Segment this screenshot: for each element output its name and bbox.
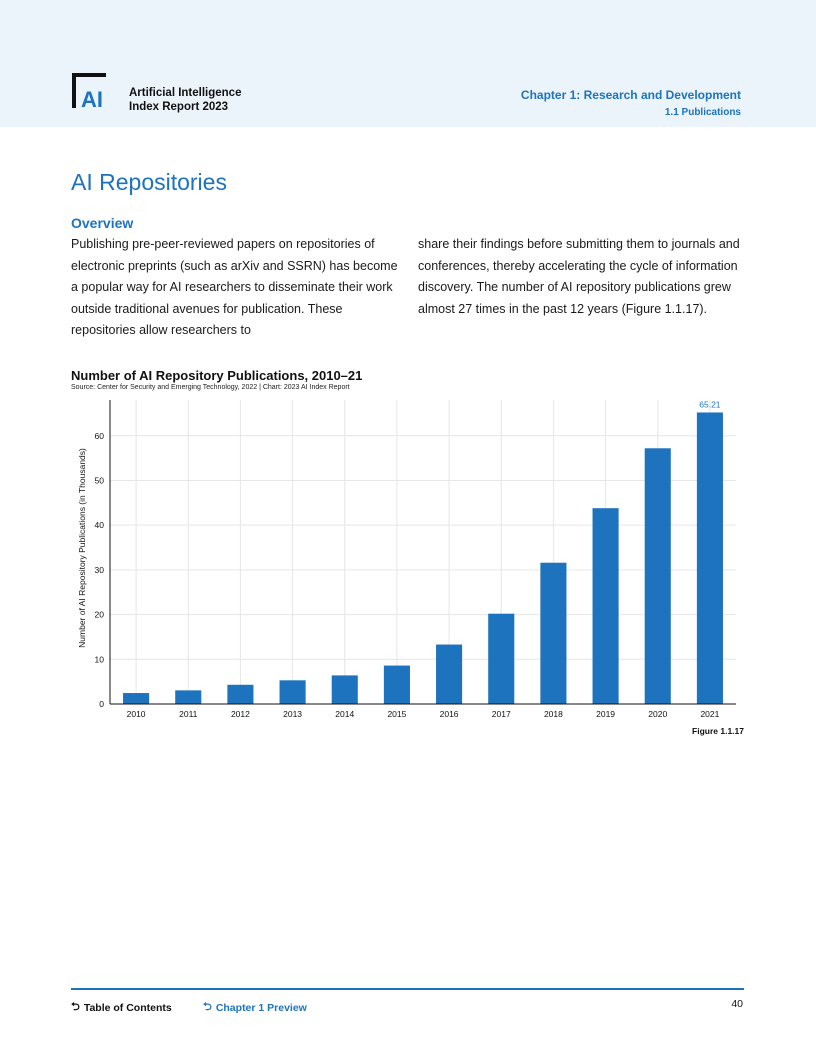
bar-2010 <box>123 693 149 704</box>
bar-2018 <box>540 563 566 704</box>
chart-bars <box>123 399 723 704</box>
y-axis-label: Number of AI Repository Publications (in Thousands) <box>77 448 87 648</box>
chapter-preview-label: Chapter 1 Preview <box>215 1001 307 1014</box>
table-of-contents-link[interactable] <box>71 998 172 1017</box>
y-tick-label: 30 <box>94 564 104 575</box>
x-tick-label: 2016 <box>439 709 459 719</box>
y-tick-label: 60 <box>94 430 104 441</box>
y-tick-label: 40 <box>94 520 104 531</box>
section-title[interactable]: 1.1 Publications <box>664 107 741 118</box>
x-tick-label: 2017 <box>491 709 511 719</box>
x-tick-label: 2015 <box>387 709 407 719</box>
y-tick-label: 0 <box>99 699 104 709</box>
chart-source: Source: Center for Security and Emerging Technology, 2022 | Chart: 2023 AI Index Report <box>71 384 350 391</box>
data-label: 65.21 <box>699 399 721 410</box>
chapter-title[interactable]: Chapter 1: Research and Development <box>520 88 741 102</box>
return-arrow-icon: ⮌ <box>71 1001 80 1013</box>
bar-2021 <box>697 412 723 704</box>
y-tick-label: 10 <box>94 654 104 665</box>
overview-text-column-1: Publishing pre-peer-reviewed papers on repositories of electronic preprints (such as arXiv and SSRN) has become a popular way for AI researchers to disseminate their work outside traditional avenues for publication. These repositories allow researchers to <box>71 237 398 337</box>
chart-title: Number of AI Repository Publications, 2010–21 <box>71 368 363 383</box>
report-title-line1: Artificial Intelligence <box>129 87 242 99</box>
page-header <box>0 0 816 127</box>
chapter-heading <box>521 88 741 120</box>
bar-2015 <box>384 666 410 704</box>
logo-text: AI <box>81 87 103 110</box>
bar-2014 <box>332 675 358 704</box>
figure-label: Figure 1.1.17 <box>692 726 744 736</box>
ai-index-logo <box>71 72 117 110</box>
bar-chart <box>70 392 746 722</box>
x-tick-label: 2012 <box>230 709 250 719</box>
page-number: 40 <box>731 998 743 1010</box>
report-title <box>129 86 241 114</box>
x-tick-label: 2019 <box>596 709 616 719</box>
bar-2012 <box>227 685 253 704</box>
chart-axes <box>95 400 736 719</box>
x-tick-label: 2011 <box>179 709 198 719</box>
bar-2019 <box>593 508 619 704</box>
return-arrow-icon: ⮌ <box>203 1001 212 1013</box>
bar-2020 <box>645 448 671 704</box>
table-of-contents-label: Table of Contents <box>83 1001 172 1014</box>
overview-text-column-2: share their findings before submitting them to journals and conferences, thereby accelerating the cycle of information discovery. The number of AI repository publications grew almost 27 times in the past 12 years (Figure 1.1.17). <box>418 237 740 316</box>
y-tick-label: 50 <box>94 475 104 486</box>
overview-heading: Overview <box>71 215 134 231</box>
y-tick-label: 20 <box>94 609 104 620</box>
chapter-preview-link[interactable] <box>203 998 307 1017</box>
x-tick-label: 2018 <box>543 709 563 719</box>
chart-grid <box>110 400 736 704</box>
bar-2011 <box>175 690 201 704</box>
report-title-line2: Index Report 2023 <box>129 101 229 113</box>
bar-2016 <box>436 645 462 704</box>
page-title: AI Repositories <box>71 169 227 195</box>
x-tick-label: 2021 <box>700 709 720 719</box>
x-tick-label: 2020 <box>648 709 668 719</box>
x-tick-label: 2010 <box>126 709 146 719</box>
x-tick-label: 2014 <box>335 709 355 719</box>
bar-2013 <box>280 680 306 704</box>
footer-divider <box>71 988 744 990</box>
x-tick-label: 2013 <box>283 709 303 719</box>
bar-2017 <box>488 614 514 704</box>
